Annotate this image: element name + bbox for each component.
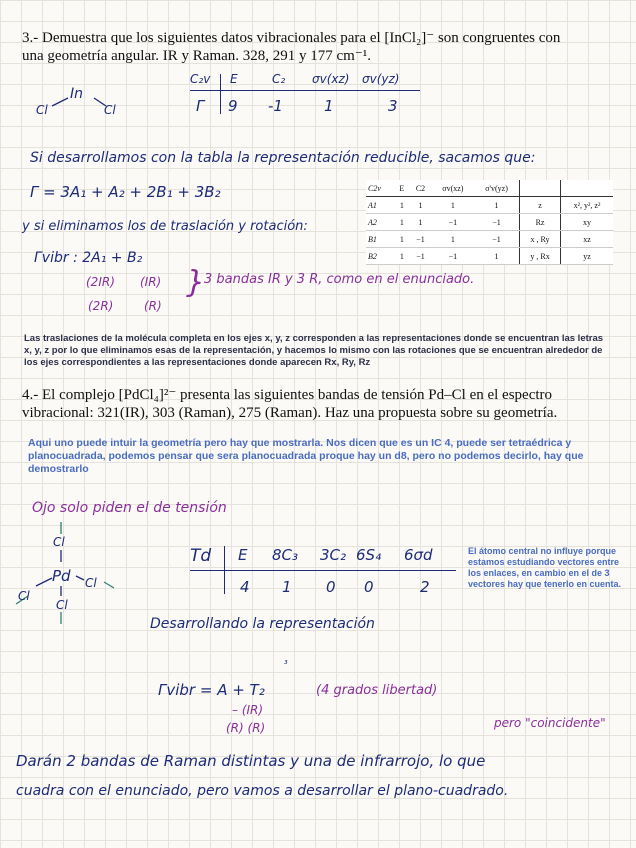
ct-cell: 1 [394,214,409,231]
pdcl4-left-cl: Cl [18,589,30,603]
t3-v-sv-yz: 3 [388,97,398,115]
t3-h-c2: C₂ [272,72,286,86]
ct-cell: −1 [474,231,520,248]
t3-h-e: E [230,72,238,86]
ct-cell: −1 [432,248,474,265]
cth-0: C2v [366,180,394,197]
problem-4-line-2: vibracional: 321(IR), 303 (Raman), 275 (Raman). Haz una propuesta sobre su geometría. [22,405,558,421]
t3-rule [190,90,420,91]
t3-v-c2: -1 [268,97,283,115]
t3-h-c2v: C₂v [190,72,211,86]
ct-cell: xz [560,231,613,248]
cth-6 [560,180,613,197]
hand3-gamma: Γ = 3A₁ + A₂ + 2B₁ + 3B₂ [30,183,221,201]
table-row [366,231,613,248]
t4-divider [224,546,225,594]
ojo-note: Ojo solo piden el de tensión [32,500,227,516]
ct-cell: 1 [432,231,474,248]
hand4-final1: Darán 2 bandas de Raman distintas y una de infrarrojo, lo que [16,752,486,770]
ct-cell: 1 [394,248,409,265]
ct-cell: B1 [366,231,394,248]
ct-cell: xy [560,214,613,231]
hand4-final2: cuadra con el enunciado, pero vamos a desarrollar el plano-cuadrado. [16,783,509,799]
ct-cell: yz [560,248,613,265]
t4-rule [190,570,456,571]
ct-cell: Rz [520,214,561,231]
note-central-atom: El átomo central no influye porque estamos estudiando vectores entre los enlaces, en cambio en el de 3 vectores hay que tenerlo en cuenta. [468,546,622,589]
hand4-desarrollando: Desarrollando la representación [150,616,375,632]
ct-cell: A1 [366,197,394,214]
t3-v-e: 9 [228,97,238,115]
ct-cell: 1 [474,197,520,214]
ct-cell: x², y², z² [560,197,613,214]
brace-icon: } [186,265,206,300]
t4-h-8c3: 8C₃ [272,546,299,564]
incl2-left-cl: Cl [36,103,48,117]
t4-h-e: E [238,546,248,564]
ct-cell: x , Ry [520,231,561,248]
ct-cell: −1 [432,214,474,231]
ct-cell: 1 [409,214,431,231]
t4-h-3c2: 3C₂ [320,546,347,564]
ct-cell: B2 [366,248,394,265]
incl2-right-cl: Cl [104,103,116,117]
hand3-ir2: (IR) [140,275,162,289]
t4-v-e: 4 [240,578,250,596]
t4-h-6s4: 6S₄ [356,546,382,564]
hand4-gvib: Γvibr = A + T₂ [158,681,265,699]
t3-divider [220,74,221,114]
hand3-line1: Si desarrollamos con la tabla la representación reducible, sacamos que: [30,150,536,166]
problem-3-line-1: 3.- Demuestra que los siguientes datos vibracionales para el [InCl₂]⁻ son congruentes con [22,30,561,46]
hand3-bands: 3 bandas IR y 3 R, como en el enunciado. [204,272,475,287]
problem-3-statement [22,29,560,65]
t4-h-td: Td [190,546,212,566]
t3-v-sv-xz: 1 [324,97,334,115]
t4-v-6sd: 2 [420,578,430,596]
ct-cell: 1 [394,197,409,214]
hand3-r1: (2R) [88,299,114,313]
table-row [366,248,613,265]
t4-h-6sd: 6σd [404,546,433,564]
hand3-ir1: (2IR) [86,275,115,289]
hand4-libertad: (4 grados libertad) [316,683,438,698]
pdcl4-right-cl: Cl [85,576,97,590]
table-row [366,214,613,231]
pdcl4-bottom-cl: Cl [56,598,68,612]
problem-3-line-2: una geometría angular. IR y Raman. 328, 291 y 177 cm⁻¹. [22,48,372,64]
t4-v-3c2: 0 [326,578,336,596]
ct-cell: 1 [409,197,431,214]
hand3-gvib: Γvibr : 2A₁ + B₂ [34,250,143,266]
hand4-rr: (R) (R) [226,721,266,735]
cth-3: σv(xz) [432,180,474,197]
note-geometry: Aqui uno puede intuir la geometría pero hay que mostrarla. Nos dicen que es un IC 4, puede ser tetraédrica y planocuadrada, podemos pensar que sera planocuadrada proque hay un d8, pero no podemos decirlo, hay que demostrarlo [28,437,584,475]
cth-5 [520,180,561,197]
note-translations: Las traslaciones de la molécula completa en los ejes x, y, z corresponden a las representaciones donde se encuentran las letras x, y, z por lo que eliminamos esas de la representación, y hacemos lo mismo con las rotaciones que se encuentran alrededor de los ejes correspondientes a las representaciones donde aparecen Rx, Ry, Rz [24,333,604,368]
cth-1: E [394,180,409,197]
pdcl4-bonds [14,520,134,630]
ct-cell: z [520,197,561,214]
ct-cell: −1 [474,214,520,231]
c2v-character-table [366,180,613,265]
ct-cell: 1 [432,197,474,214]
problem-4-statement [22,386,557,422]
incl2-center-in: In [70,86,84,102]
t3-v-gamma: Γ [196,97,205,115]
cth-2: C2 [409,180,431,197]
t3-h-sv-yz: σv(yz) [362,72,400,86]
pdcl4-top-cl: Cl [53,535,65,549]
ct-cell: A2 [366,214,394,231]
ct-cell: −1 [409,248,431,265]
ct-cell: 1 [474,248,520,265]
incl2-bonds [48,92,118,112]
hand4-sup: ³ [284,660,288,670]
t4-v-6s4: 0 [364,578,374,596]
hand3-r2: (R) [144,299,162,313]
ct-cell: 1 [394,231,409,248]
t3-h-sv-xz: σv(xz) [312,72,350,86]
problem-4-line-1: 4.- El complejo [PdCl₄]²⁻ presenta las siguientes bandas de tensión Pd–Cl en el espectro [22,387,553,403]
t4-v-8c3: 1 [282,578,292,596]
ct-cell: −1 [409,231,431,248]
pdcl4-center-pd: Pd [52,567,71,585]
c2v-header-row [366,180,613,197]
cth-4: σ'v(yz) [474,180,520,197]
ct-cell: y , Rx [520,248,561,265]
hand3-elim: y si eliminamos los de traslación y rotación: [22,219,308,234]
hand4-pero: pero "coincidente" [494,716,606,730]
hand4-ir: – (IR) [232,703,264,717]
table-row [366,197,613,214]
